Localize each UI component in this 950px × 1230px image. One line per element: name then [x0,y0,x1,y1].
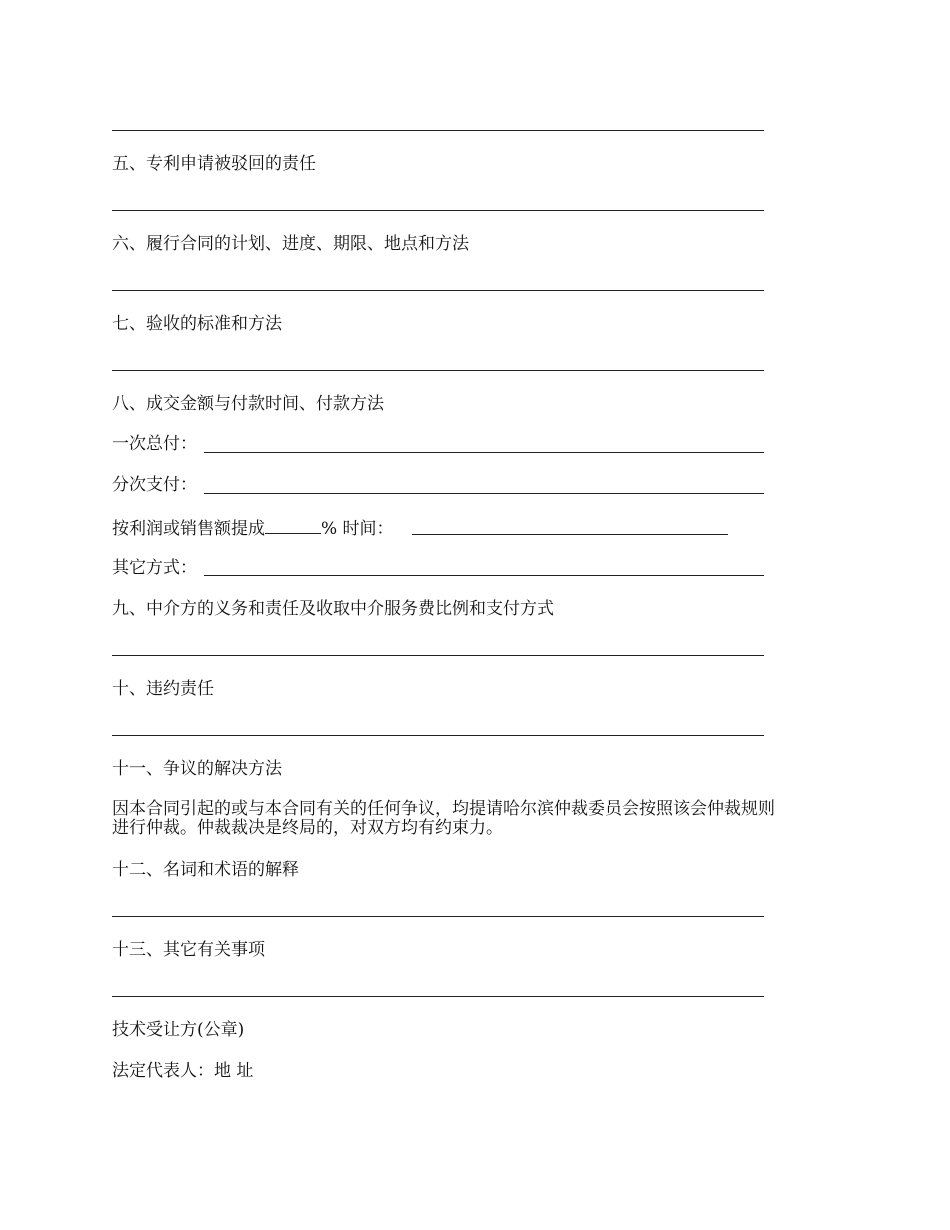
other-method-blank [204,575,764,576]
other-method-label: 其它方式： [112,558,197,578]
arbitration-line-1: 因本合同引起的或与本合同有关的任何争议，均提请哈尔滨仲裁委员会按照该会仲裁规则 [112,799,775,819]
blank-line [112,996,764,997]
arbitration-clause [112,800,852,838]
blank-line [112,130,764,131]
section-10-heading: 十、违约责任 [112,679,214,699]
section-9-heading: 九、中介方的义务和责任及收取中介服务费比例和支付方式 [112,599,554,619]
lump-sum-label: 一次总付： [112,434,197,454]
section-13-heading: 十三、其它有关事项 [112,940,265,960]
section-7-heading: 七、验收的标准和方法 [112,314,282,334]
section-12-heading: 十二、名词和术语的解释 [112,860,299,880]
royalty-row [112,516,394,539]
arbitration-line-2: 进行仲裁。仲裁裁决是终局的，对双方均有约束力。 [112,818,503,838]
transferee-seal-label: 技术受让方(公章) [112,1020,245,1040]
royalty-percent-blank [265,516,321,534]
royalty-time-label: 时间： [337,519,394,539]
section-11-heading: 十一、争议的解决方法 [112,759,282,779]
installment-label: 分次支付： [112,475,197,495]
blank-line [112,655,764,656]
section-8-heading: 八、成交金额与付款时间、付款方法 [112,394,384,414]
section-5-heading: 五、专利申请被驳回的责任 [112,154,316,174]
section-6-heading: 六、履行合同的计划、进度、期限、地点和方法 [112,234,469,254]
representative-address-label: 法定代表人：地 址 [112,1061,254,1081]
installment-blank [204,493,764,494]
lump-sum-blank [204,452,764,453]
royalty-time-blank [412,534,728,535]
blank-line [112,916,764,917]
blank-line [112,210,764,211]
royalty-label: 按利润或销售额提成 [112,519,265,539]
percent-sign: % [321,519,338,539]
blank-line [112,290,764,291]
blank-line [112,735,764,736]
blank-line [112,370,764,371]
